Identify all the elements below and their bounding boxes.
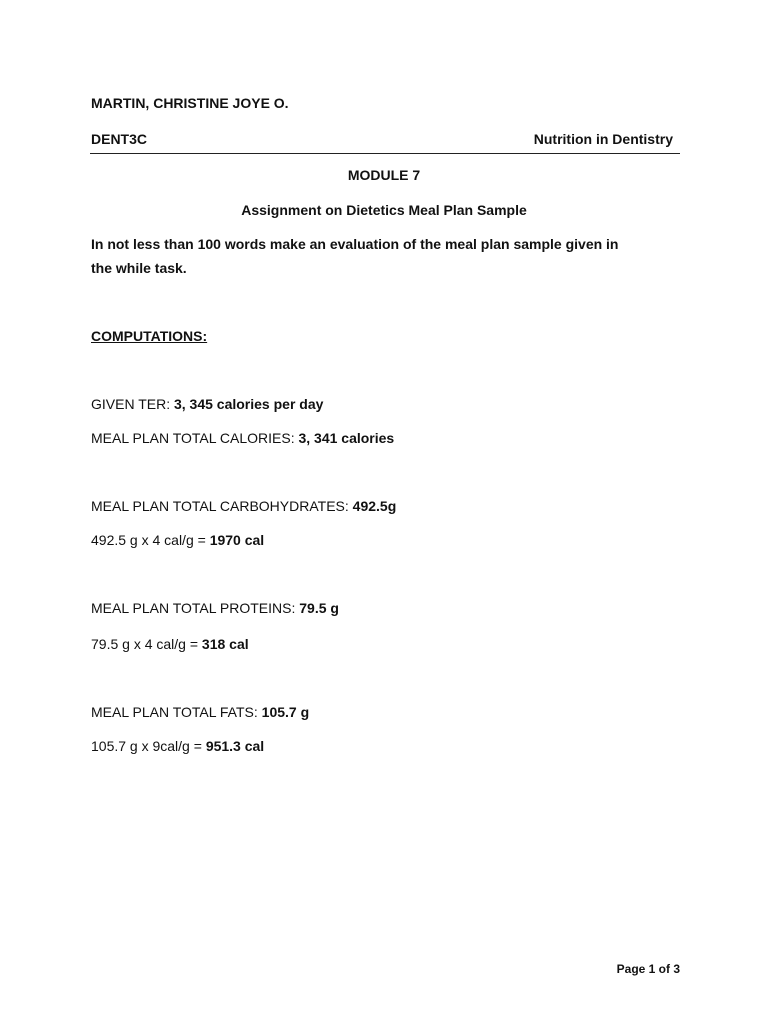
given-ter-value: 3, 345 calories per day	[173, 396, 324, 412]
instructions-line-2: the while task.	[91, 260, 187, 276]
carbohydrates-label: MEAL PLAN TOTAL CARBOHYDRATES:	[91, 498, 353, 514]
carbohydrates-row	[91, 498, 396, 514]
fats-label: MEAL PLAN TOTAL FATS:	[91, 704, 262, 720]
fats-result: 951.3 cal	[205, 738, 265, 754]
instructions-line-1: In not less than 100 words make an evaluation of the meal plan sample given in	[91, 236, 619, 252]
assignment-title: Assignment on Dietetics Meal Plan Sample	[241, 202, 527, 218]
carbohydrates-formula-row	[91, 532, 264, 548]
student-name: MARTIN, CHRISTINE JOYE O.	[91, 95, 289, 111]
total-calories-label: MEAL PLAN TOTAL CALORIES:	[91, 430, 299, 446]
carbohydrates-value: 492.5g	[352, 498, 397, 514]
given-ter-row	[91, 396, 323, 412]
carbohydrates-formula: 492.5 g x 4 cal/g =	[91, 532, 210, 548]
course-title: Nutrition in Dentistry	[533, 131, 673, 147]
section-label: DENT3C	[91, 131, 148, 147]
proteins-formula: 79.5 g x 4 cal/g =	[91, 636, 202, 652]
proteins-label: MEAL PLAN TOTAL PROTEINS:	[91, 600, 300, 616]
page-number: Page 1 of 3	[616, 962, 680, 976]
total-calories-row	[91, 430, 394, 446]
proteins-formula-row	[91, 636, 249, 652]
computations-heading: COMPUTATIONS:	[91, 328, 208, 344]
proteins-row	[91, 600, 339, 616]
given-ter-label: GIVEN TER:	[91, 396, 174, 412]
fats-formula-row	[91, 738, 264, 754]
module-title: MODULE 7	[347, 167, 421, 183]
fats-formula: 105.7 g x 9cal/g =	[91, 738, 206, 754]
fats-value: 105.7 g	[261, 704, 310, 720]
proteins-result: 318 cal	[201, 636, 249, 652]
carbohydrates-result: 1970 cal	[209, 532, 265, 548]
proteins-value: 79.5 g	[299, 600, 339, 616]
fats-row	[91, 704, 309, 720]
total-calories-value: 3, 341 calories	[298, 430, 395, 446]
header-divider	[90, 153, 680, 154]
